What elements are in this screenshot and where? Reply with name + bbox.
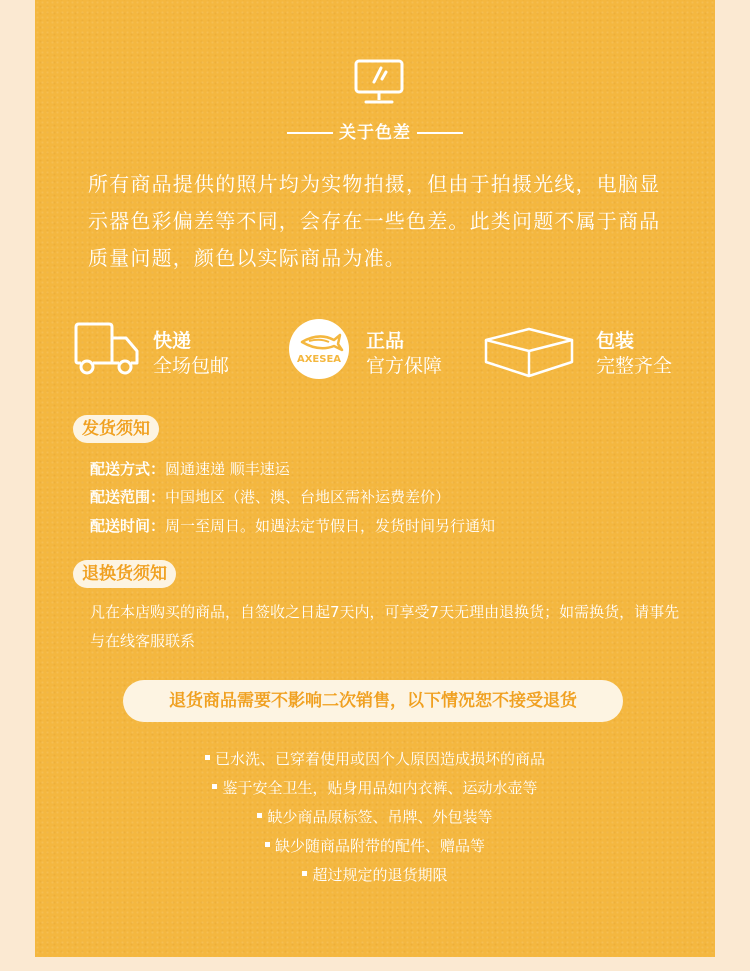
list-item <box>35 832 715 861</box>
bullet-icon <box>257 813 262 818</box>
returns-badge: 退换货须知 <box>73 560 176 588</box>
list-item <box>35 745 715 774</box>
shipping-time-value: 周一至周日。如遇法定节假日，发货时间另行通知 <box>165 517 496 535</box>
list-item-text: 超过规定的退货期限 <box>312 866 448 884</box>
list-item <box>35 774 715 803</box>
title-divider-left <box>287 132 333 134</box>
shipping-time-label: 配送时间： <box>90 517 166 535</box>
list-item-text: 缺少随商品附带的配件、赠品等 <box>274 837 485 855</box>
feature-packaging-title: 包装 <box>596 330 635 352</box>
list-item <box>35 861 715 890</box>
shipping-time-row <box>90 515 495 536</box>
color-diff-title-text: 关于色差 <box>339 123 411 143</box>
feature-packaging <box>483 318 693 382</box>
bullet-icon <box>205 755 210 760</box>
returns-policy-text: 凡在本店购买的商品，自签收之日起7天内，可享受7天无理由退换货；如需换货，请事先与在线客服联系 <box>90 603 680 650</box>
shipping-badge: 发货须知 <box>73 415 159 443</box>
feature-express-title: 快递 <box>153 330 192 352</box>
feature-express-subtitle: 全场包邮 <box>153 355 230 377</box>
color-diff-text: 所有商品提供的照片均为实物拍摄，但由于拍摄光线，电脑显示器色彩偏差等不同，会存在一些色差。此类问题不属于商品质量问题，颜色以实际商品为准。 <box>88 172 661 270</box>
shipping-method-value: 圆通速递 顺丰速运 <box>165 460 290 478</box>
list-item <box>35 803 715 832</box>
shipping-range-row <box>90 486 450 507</box>
bullet-icon <box>265 842 270 847</box>
returns-notice-pill: 退货商品需要不影响二次销售，以下情况恕不接受退货 <box>123 680 623 722</box>
shipping-method-label: 配送方式： <box>90 460 166 478</box>
list-item-text: 缺少商品原标签、吊牌、外包装等 <box>267 808 493 826</box>
shipping-range-label: 配送范围： <box>90 488 166 506</box>
axesea-logo-text: AXESEA <box>296 354 342 365</box>
shipping-method-row <box>90 458 290 479</box>
feature-genuine-title: 正品 <box>366 330 405 352</box>
shipping-range-value: 中国地区（港、澳、台地区需补运费差价） <box>165 488 451 506</box>
feature-express <box>73 318 243 382</box>
title-divider-right <box>417 132 463 134</box>
bullet-icon <box>302 871 307 876</box>
delivery-truck-icon <box>73 318 141 378</box>
feature-packaging-subtitle: 完整齐全 <box>596 355 673 377</box>
bullet-icon <box>212 784 217 789</box>
feature-genuine-subtitle: 官方保障 <box>366 355 443 377</box>
feature-genuine <box>288 318 458 382</box>
axesea-logo <box>288 318 350 380</box>
color-diff-title <box>35 118 715 143</box>
list-item-text: 已水洗、已穿着使用或因个人原因造成损坏的商品 <box>214 750 545 768</box>
monitor-icon <box>353 58 405 106</box>
package-box-icon <box>483 326 575 382</box>
returns-exclusion-list <box>35 745 715 890</box>
list-item-text: 鉴于安全卫生，贴身用品如内衣裤、运动水壶等 <box>222 779 538 797</box>
info-panel <box>35 0 715 957</box>
